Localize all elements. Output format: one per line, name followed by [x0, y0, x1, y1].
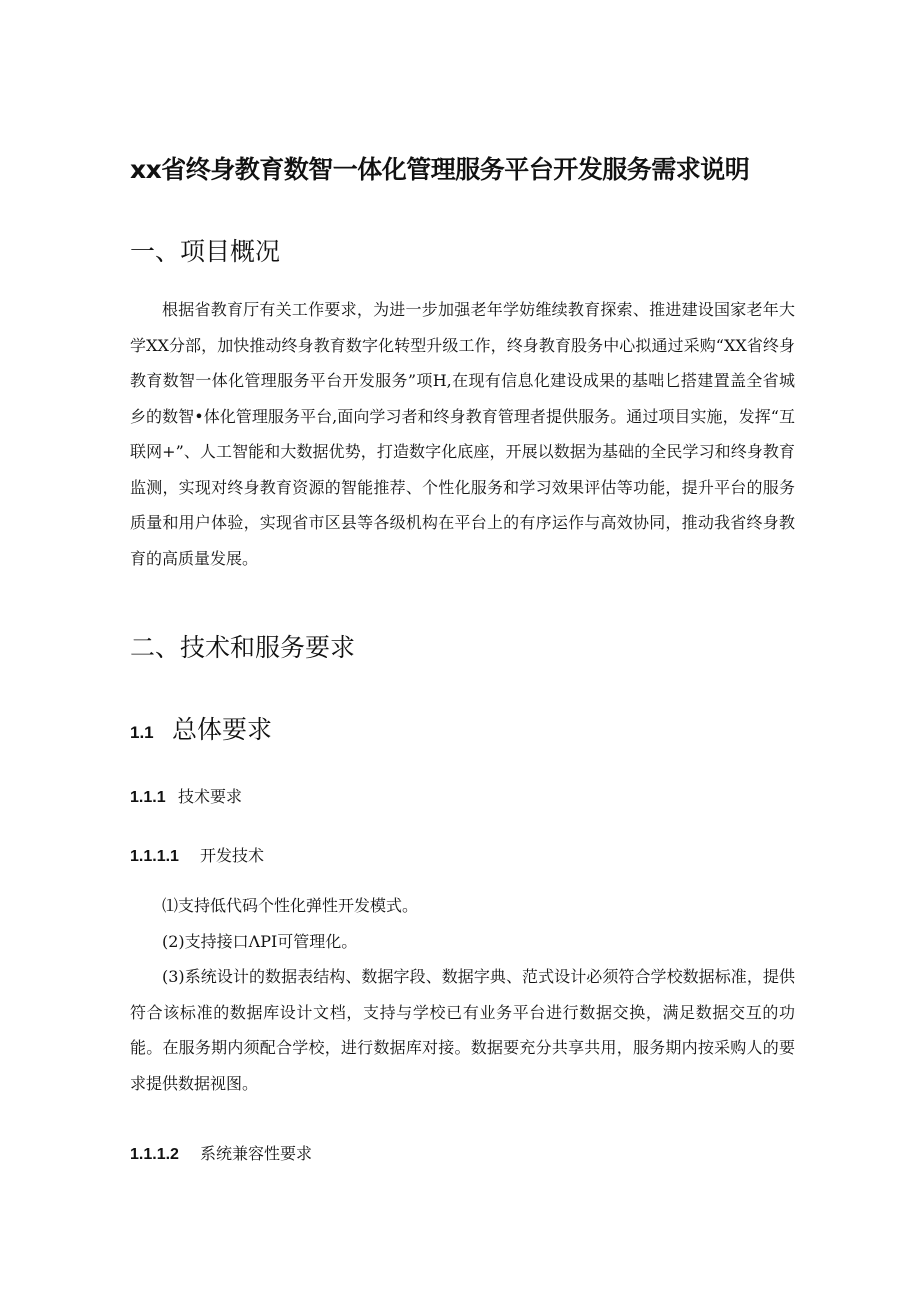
list-item: ⑴支持低代码个性化弹性开发模式。: [162, 896, 419, 915]
subsection-heading-dev-tech: [130, 843, 264, 866]
subsection-heading-compat: [130, 1141, 312, 1164]
subsection-title: 开发技术: [200, 846, 265, 865]
subsection-number: 1.1: [130, 723, 154, 742]
overview-paragraph: 根据省教育厅有关工作要求，为进一步加强老年学妨维续教育探索、推进建设国家老年大学XX分部，加快推动终身教育数字化转型升级工作，终身教育股务中心拟通过采购“XX省终身教育数智一体化管理服务平台开发服务”项H,在现有信息化建设成果的基咄匕搭建置盖全省城乡的数智•体化管理服务平台,面向学习者和终身教育管理者提供服务。通过项目实施，发挥“互联网+”、人工智能和大数据优势，打造数字化底座，开展以数据为基础的全民学习和终身教育监测，实现对终身教育资源的智能推荐、个性化服务和学习效果评估等功能，提升平台的服务质量和用户体验，实现省市区县等各级机构在平台上的有序运作与高效协同，推动我省终身教育的高质量发展。: [130, 300, 795, 568]
subsection-heading-general: [130, 710, 272, 746]
subsection-title: 总体要求: [172, 715, 273, 744]
subsection-number: 1.1.1.2: [130, 1146, 179, 1163]
subsection-title: 技术要求: [178, 787, 243, 806]
subsection-title: 系统兼容性要求: [200, 1144, 313, 1163]
section-heading-requirements: 二、技术和服务要求: [130, 633, 356, 662]
list-item: (2)支持接口ΛPI可管理化。: [162, 932, 358, 951]
subsection-number: 1.1.1: [130, 789, 166, 806]
document-title: xx省终身教育数智一体化管理服务平台开发服务需求说明: [130, 155, 750, 184]
list-item: (3)系统设计的数据表结构、数据字段、数据字典、范式设计必须符合学校数据标准，提供符合该标准的数据库设计文档，支持与学校已有业务平台进行数据交换，满足数据交互的功能。在服务期内须配合学校，进行数据库对接。数据要充分共享共用，服务期内按采购人的要求提供数据视图。: [130, 967, 795, 1093]
subsection-number: 1.1.1.1: [130, 848, 179, 865]
subsection-heading-tech: [130, 784, 242, 807]
section-heading-overview: 一、项目概况: [130, 237, 281, 266]
